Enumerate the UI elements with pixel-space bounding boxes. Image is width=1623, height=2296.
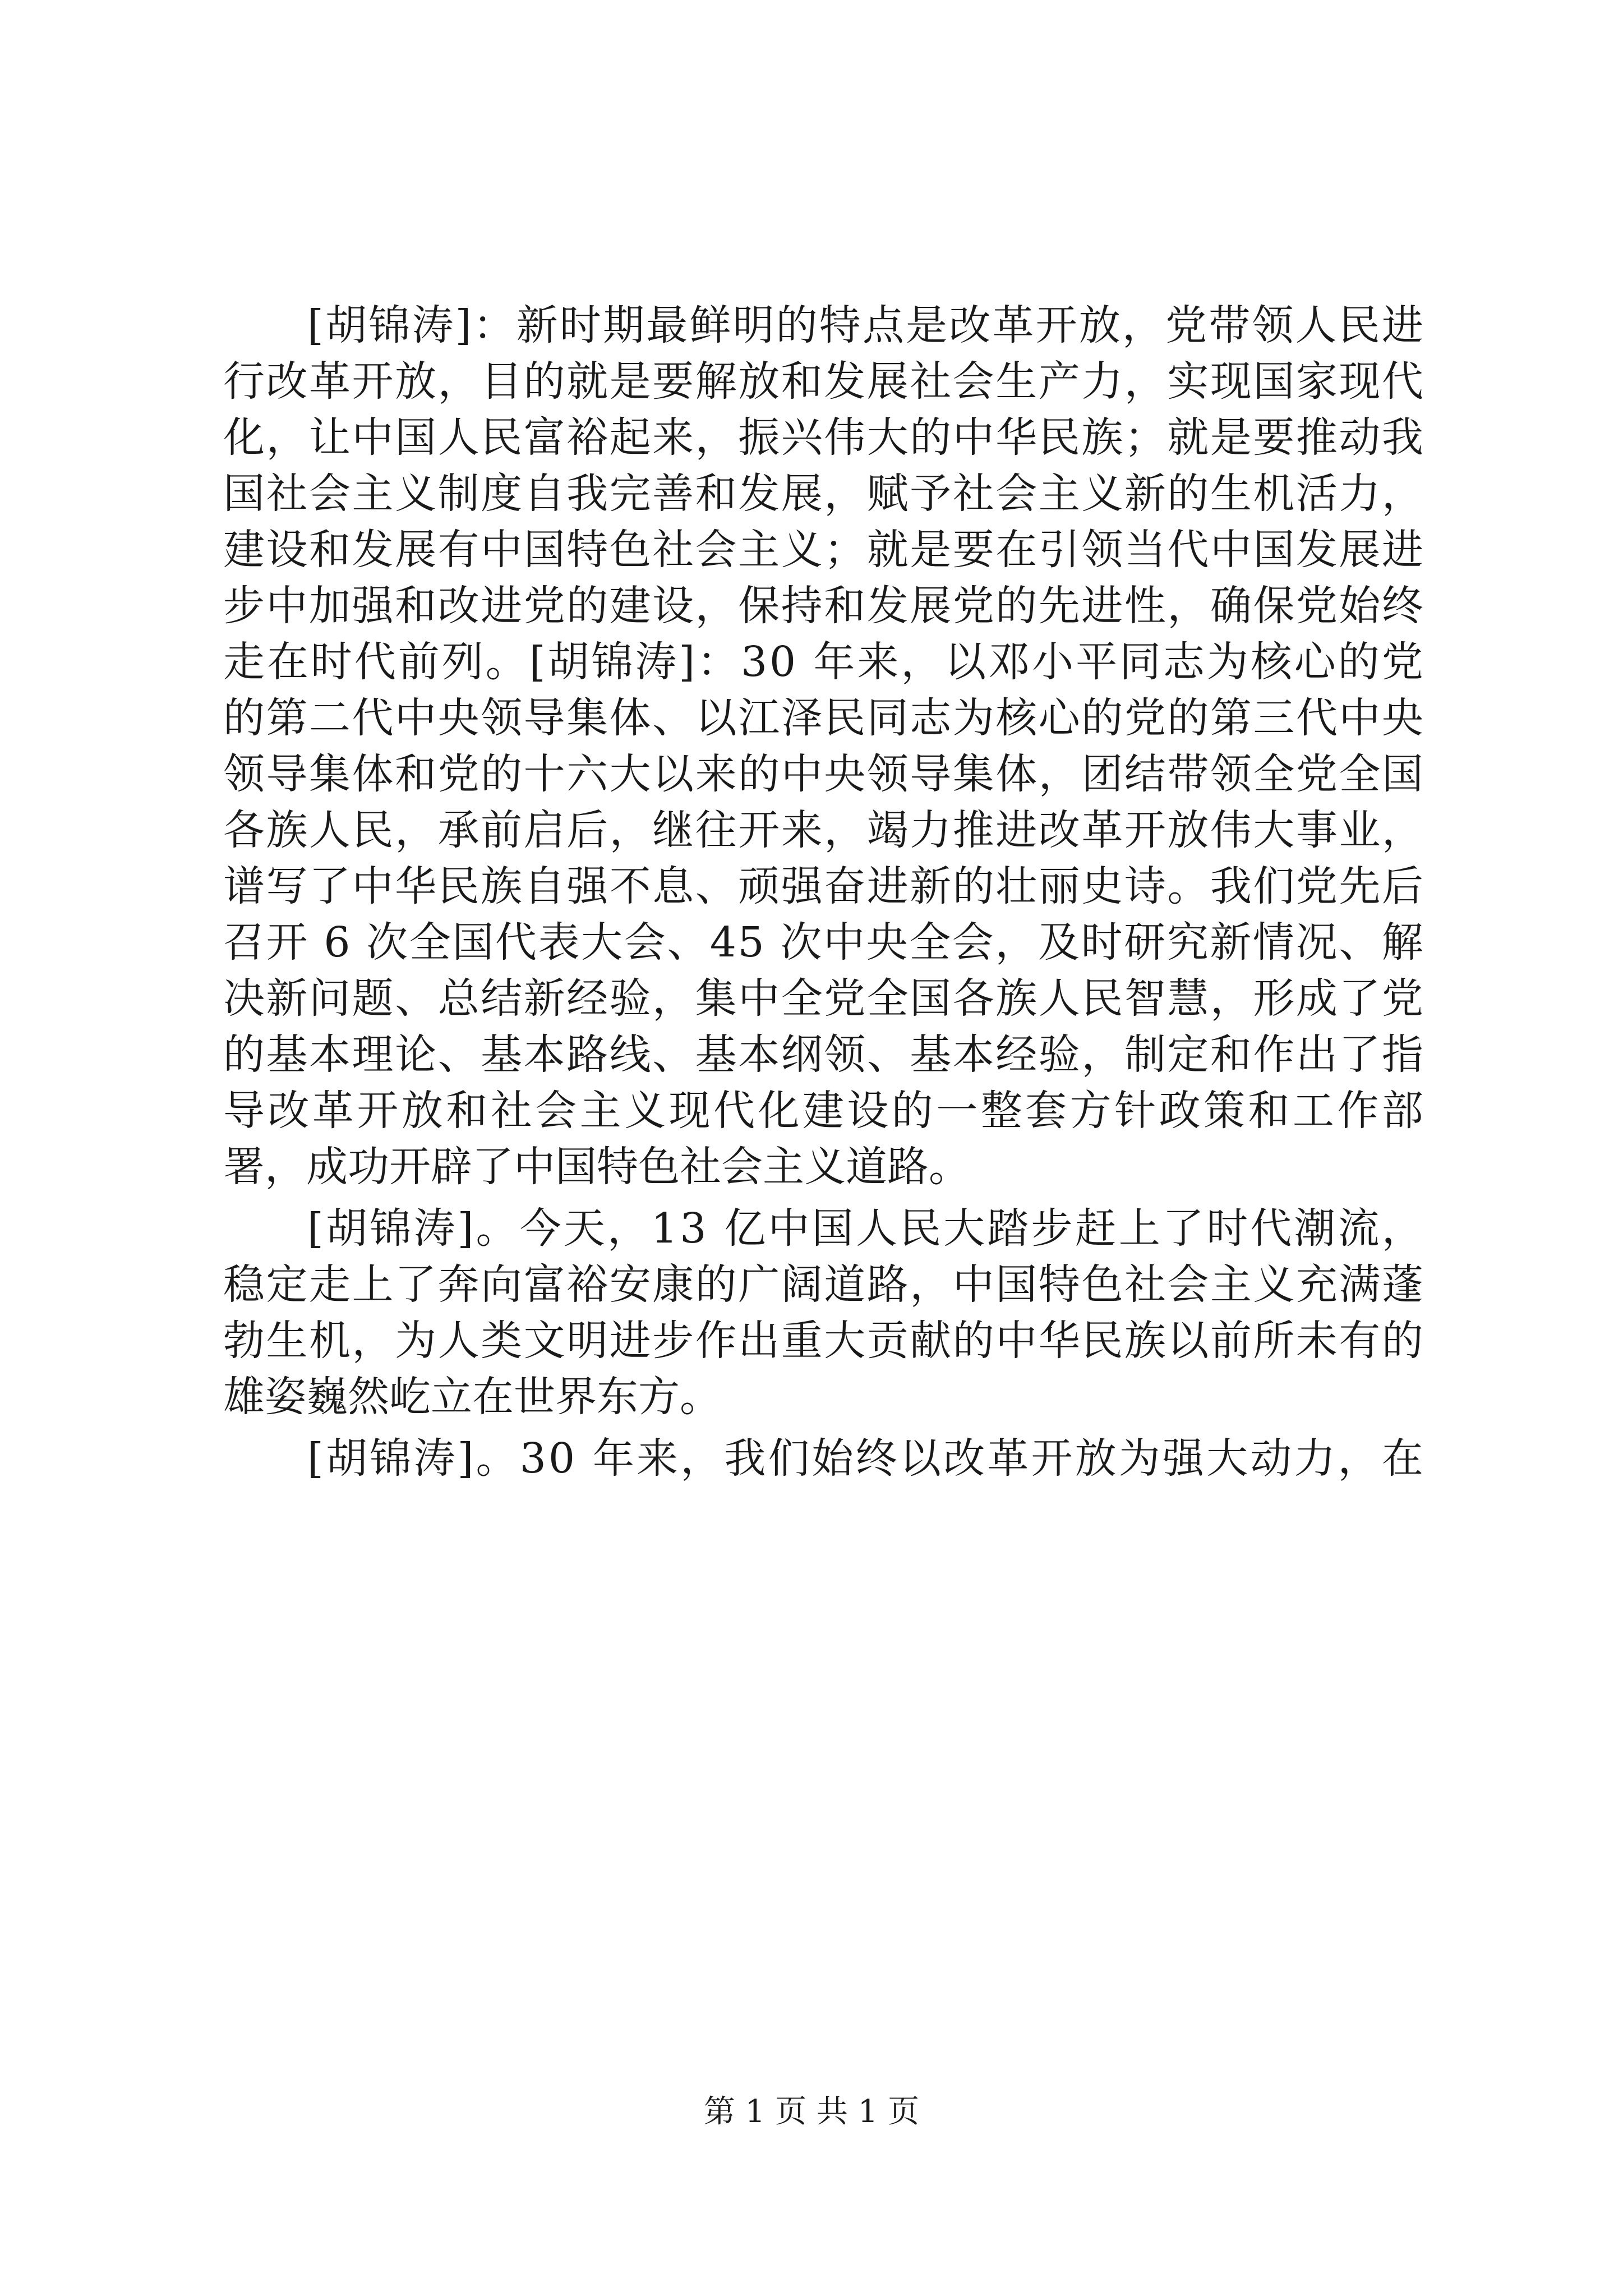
text-line: 走 在 时 代 前 列 。 [ 胡 锦 涛 ] ： 3 0 年 来 ， 以 邓 小 平 同 志 为 核 心 的 党 (223, 638, 1423, 686)
text-line: 召 开 6 次 全 国 代 表 大 会 、 4 5 次 中 央 全 会 ， 及 时 研 究 新 情 况 、 解 (223, 918, 1423, 967)
text-line: 领 导 集 体 和 党 的 十 六 大 以 来 的 中 央 领 导 集 体 ， 团 结 带 领 全 党 全 国 (223, 750, 1423, 798)
text-line: 化 ， 让 中 国 人 民 富 裕 起 来 ， 振 兴 伟 大 的 中 华 民 族 ； 就 是 要 推 动 我 (223, 413, 1423, 462)
text-line: [ 胡 锦 涛 ] ： 新 时 期 最 鲜 明 的 特 点 是 改 革 开 放 ， 党 带 领 人 民 进 (307, 301, 1423, 349)
text-line: 谱 写 了 中 华 民 族 自 强 不 息 、 顽 强 奋 进 新 的 壮 丽 史 诗 。 我 们 党 先 后 (223, 862, 1423, 910)
text-line: 的 基 本 理 论 、 基 本 路 线 、 基 本 纲 领 、 基 本 经 验 ， 制 定 和 作 出 了 指 (223, 1030, 1423, 1079)
text-line: 国 社 会 主 义 制 度 自 我 完 善 和 发 展 ， 赋 予 社 会 主 义 新 的 生 机 活 力 ， (223, 470, 1423, 518)
text-line: 稳 定 走 上 了 奔 向 富 裕 安 康 的 广 阔 道 路 ， 中 国 特 色 社 会 主 义 充 满 蓬 (223, 1260, 1423, 1309)
text-line: 步 中 加 强 和 改 进 党 的 建 设 ， 保 持 和 发 展 党 的 先 进 性 ， 确 保 党 始 终 (223, 582, 1423, 630)
text-line: 雄姿巍然屹立在世界东方。 (223, 1373, 721, 1421)
text-line: [ 胡 锦 涛 ] 。 3 0 年 来 ， 我 们 始 终 以 改 革 开 放 为 强 大 动 力 ， 在 (307, 1434, 1423, 1483)
page-footer: 第 1 页 共 1 页 (703, 2093, 920, 2130)
text-line: 行 改 革 开 放 ， 目 的 就 是 要 解 放 和 发 展 社 会 生 产 力 ， 实 现 国 家 现 代 (223, 357, 1423, 406)
text-line: 勃 生 机 ， 为 人 类 文 明 进 步 作 出 重 大 贡 献 的 中 华 民 族 以 前 所 未 有 的 (223, 1317, 1423, 1365)
text-line: 的 第 二 代 中 央 领 导 集 体 、 以 江 泽 民 同 志 为 核 心 的 党 的 第 三 代 中 央 (223, 694, 1423, 742)
text-line: 署，成功开辟了中国特色社会主义道路。 (223, 1143, 970, 1191)
text-line: 建 设 和 发 展 有 中 国 特 色 社 会 主 义 ； 就 是 要 在 引 领 当 代 中 国 发 展 进 (223, 526, 1423, 574)
text-line: [ 胡 锦 涛 ] 。 今 天 ， 1 3 亿 中 国 人 民 大 踏 步 赶 上 了 时 代 潮 流 ， (307, 1204, 1423, 1253)
text-line: 决 新 问 题 、 总 结 新 经 验 ， 集 中 全 党 全 国 各 族 人 民 智 慧 ， 形 成 了 党 (223, 974, 1423, 1023)
text-line: 导 改 革 开 放 和 社 会 主 义 现 代 化 建 设 的 一 整 套 方 针 政 策 和 工 作 部 (223, 1087, 1423, 1135)
text-line: 各 族 人 民 ， 承 前 启 后 ， 继 往 开 来 ， 竭 力 推 进 改 革 开 放 伟 大 事 业 ， (223, 806, 1423, 854)
